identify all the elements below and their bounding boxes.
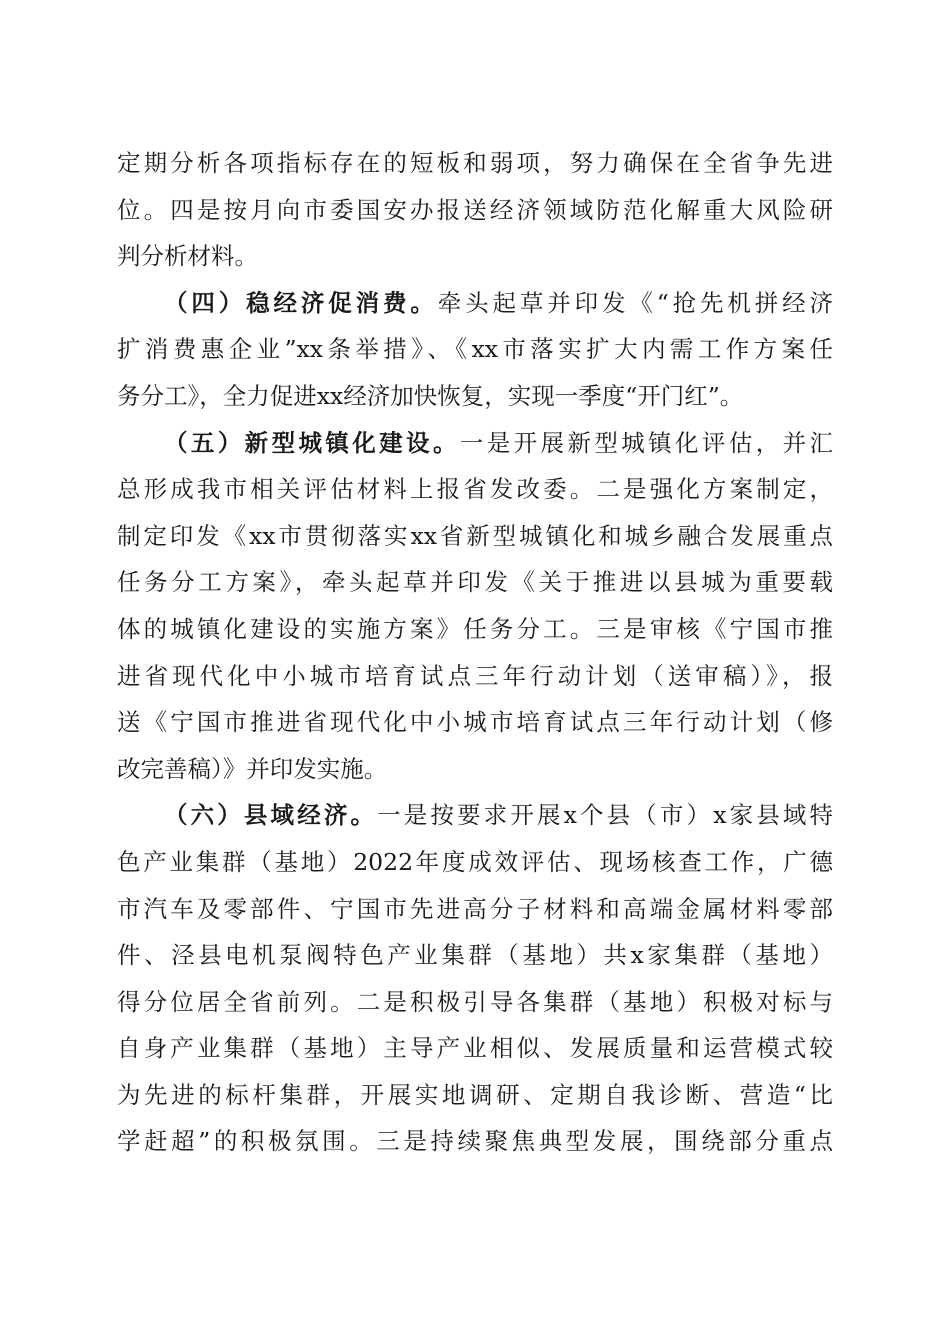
text-line: 定期分析各项指标存在的短板和弱项，努力确保在全省争先进	[117, 149, 833, 177]
text-line: 市汽车及零部件、宁国市先进高分子材料和高端金属材料零部	[117, 894, 833, 923]
text-line: 进省现代化中小城市培育试点三年行动计划（送审稿）》，报	[117, 661, 833, 690]
text-run: 一是按要求开展x个县（市）x家县域特	[377, 801, 834, 830]
text-line	[117, 280, 833, 327]
text-run: 一是开展新型城镇化评估，并汇	[459, 428, 834, 457]
text-run: 牵头起草并印发《“抢先机拼经济	[437, 288, 834, 317]
section-heading: （六）县域经济。	[164, 801, 378, 830]
paragraph-urbanization	[117, 420, 833, 793]
text-line: 为先进的标杆集群，开展实地调研、定期自我诊断、营造“比	[117, 1080, 833, 1109]
text-line	[117, 420, 833, 467]
text-line: 判分析材料。	[117, 242, 258, 271]
text-line: 务分工》，全力促进xx经济加快恢复，实现一季度“开门红”。	[117, 381, 744, 410]
paragraph-continuation	[117, 140, 833, 280]
text-line: 色产业集群（基地）2022年度成效评估、现场核查工作，广德	[117, 847, 833, 876]
text-line: 任务分工方案》，牵头起草并印发《关于推进以县城为重要载	[117, 568, 833, 597]
paragraph-consumption	[117, 280, 833, 420]
text-line: 学赶超”的积极氛围。三是持续聚焦典型发展，围绕部分重点	[117, 1127, 833, 1156]
text-line: 改完善稿）》并印发实施。	[117, 754, 388, 783]
text-line: 扩消费惠企业”xx条举措》、《xx市落实扩大内需工作方案任	[117, 335, 833, 364]
paragraph-county-economy	[117, 792, 833, 1165]
text-line: 得分位居全省前列。二是积极引导各集群（基地）积极对标与	[117, 987, 833, 1016]
text-line: 体的城镇化建设的实施方案》任务分工。三是审核《宁国市推	[117, 614, 833, 643]
section-heading: （四）稳经济促消费。	[164, 288, 438, 317]
document-page	[117, 140, 833, 1165]
text-line	[117, 792, 833, 839]
text-line: 总形成我市相关评估材料上报省发改委。二是强化方案制定，	[117, 475, 833, 504]
text-line: 送《宁国市推进省现代化中小城市培育试点三年行动计划（修	[117, 708, 833, 737]
text-line: 自身产业集群（基地）主导产业相似、发展质量和运营模式较	[117, 1034, 833, 1063]
text-line: 位。四是按月向市委国安办报送经济领域防范化解重大风险研	[117, 195, 833, 224]
section-heading: （五）新型城镇化建设。	[164, 428, 460, 457]
text-line: 制定印发《xx市贯彻落实xx省新型城镇化和城乡融合发展重点	[117, 521, 833, 550]
text-line: 件、泾县电机泵阀特色产业集群（基地）共x家集群（基地）	[117, 941, 833, 970]
